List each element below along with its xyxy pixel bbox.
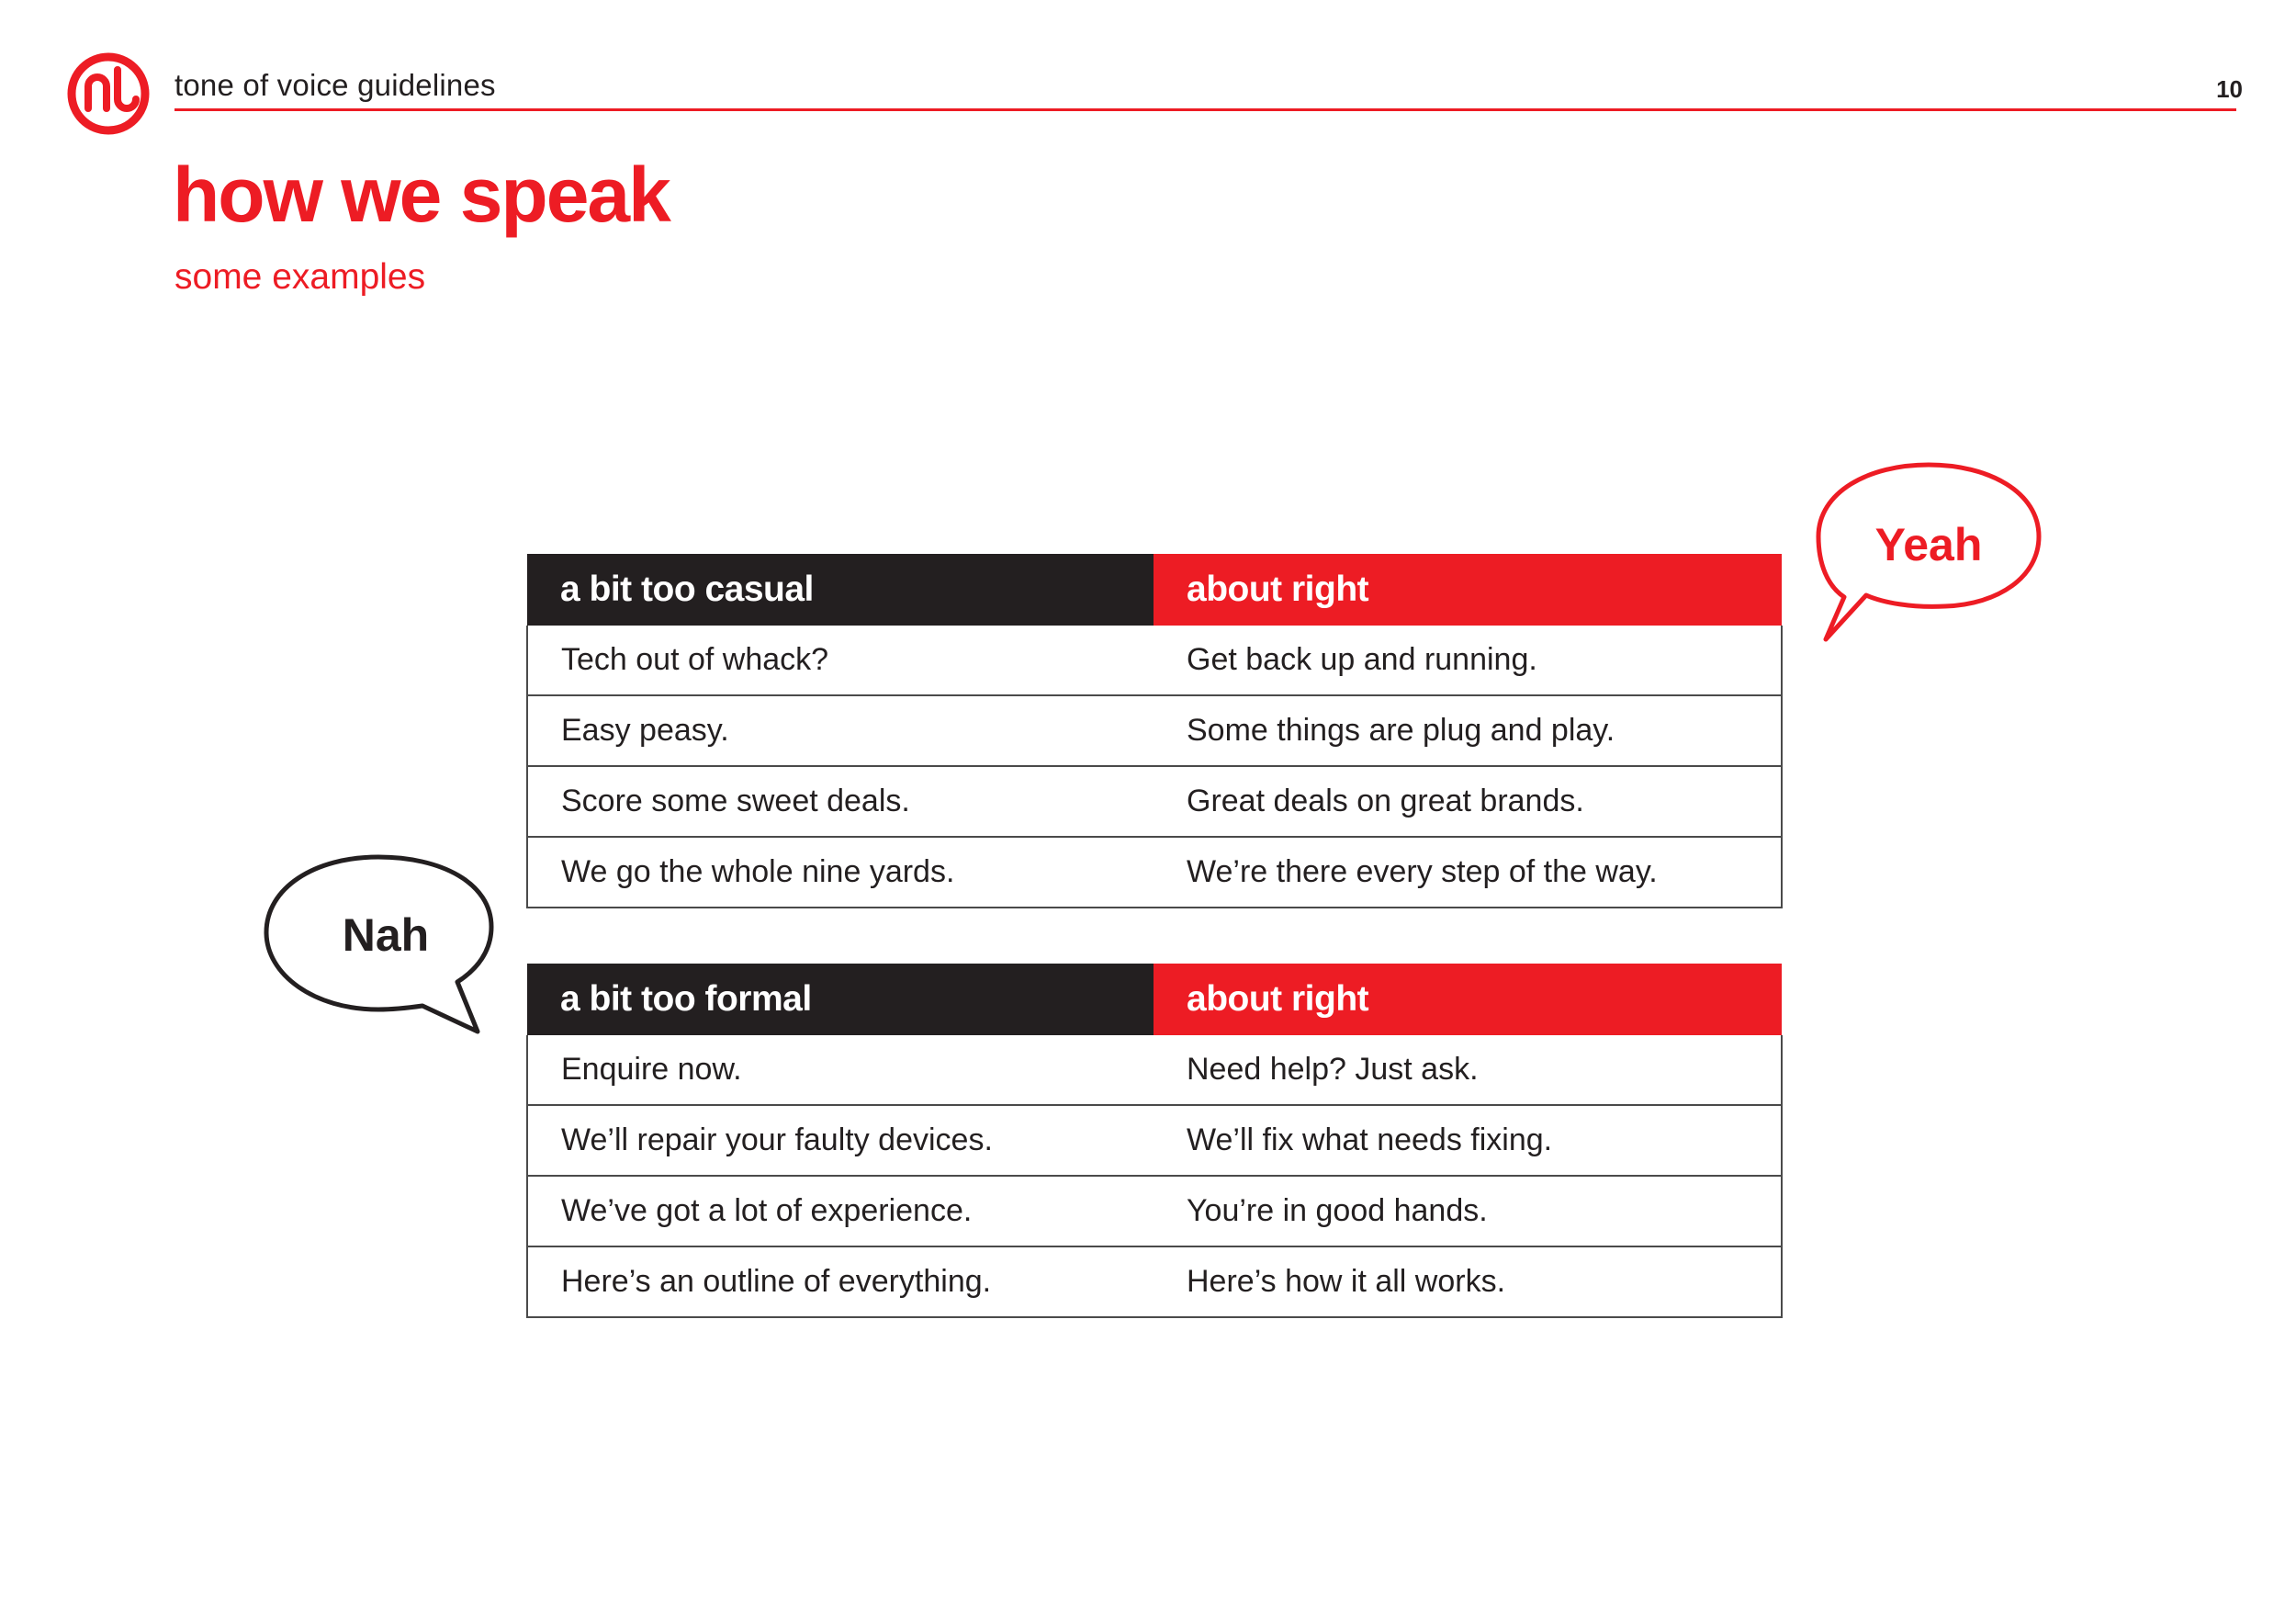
table-row xyxy=(527,626,1782,695)
about-right-cell: Get back up and running. xyxy=(1154,626,1782,695)
yeah-label: Yeah xyxy=(1874,519,1983,570)
page-subtitle: some examples xyxy=(174,257,426,297)
table-row xyxy=(527,1176,1782,1246)
about-right-cell: Some things are plug and play. xyxy=(1154,695,1782,766)
about-right-cell: Great deals on great brands. xyxy=(1154,766,1782,837)
table-header-row xyxy=(527,554,1782,626)
page-title: how we speak xyxy=(173,152,670,238)
formal-cell: Enquire now. xyxy=(527,1035,1154,1105)
nl-logo-icon xyxy=(66,51,151,136)
formal-column-header: a bit too formal xyxy=(527,964,1154,1035)
table-header-row xyxy=(527,964,1782,1035)
nah-label: Nah xyxy=(342,909,430,961)
table-row xyxy=(527,1246,1782,1317)
formal-cell: Here’s an outline of everything. xyxy=(527,1246,1154,1317)
document-title: tone of voice guidelines xyxy=(174,68,496,102)
casual-column-header: a bit too casual xyxy=(527,554,1154,626)
page-number: 10 xyxy=(2216,75,2243,103)
table-row xyxy=(527,837,1782,908)
about-right-cell: We’re there every step of the way. xyxy=(1154,837,1782,908)
about-right-column-header: about right xyxy=(1154,554,1782,626)
casual-cell: Score some sweet deals. xyxy=(527,766,1154,837)
about-right-cell: Need help? Just ask. xyxy=(1154,1035,1782,1105)
casual-cell: We go the whole nine yards. xyxy=(527,837,1154,908)
table-row xyxy=(527,695,1782,766)
nah-speech-bubble xyxy=(257,850,505,1043)
about-right-cell: You’re in good hands. xyxy=(1154,1176,1782,1246)
casual-cell: Tech out of whack? xyxy=(527,626,1154,695)
formal-comparison-table xyxy=(526,964,1783,1318)
formal-cell: We’ll repair your faulty devices. xyxy=(527,1105,1154,1176)
yeah-speech-bubble xyxy=(1809,459,2048,652)
header-divider xyxy=(174,108,2236,111)
table-row xyxy=(527,1105,1782,1176)
table-row xyxy=(527,766,1782,837)
formal-cell: We’ve got a lot of experience. xyxy=(527,1176,1154,1246)
casual-cell: Easy peasy. xyxy=(527,695,1154,766)
about-right-cell: Here’s how it all works. xyxy=(1154,1246,1782,1317)
table-row xyxy=(527,1035,1782,1105)
casual-comparison-table xyxy=(526,554,1783,908)
about-right-cell: We’ll fix what needs fixing. xyxy=(1154,1105,1782,1176)
about-right-column-header: about right xyxy=(1154,964,1782,1035)
